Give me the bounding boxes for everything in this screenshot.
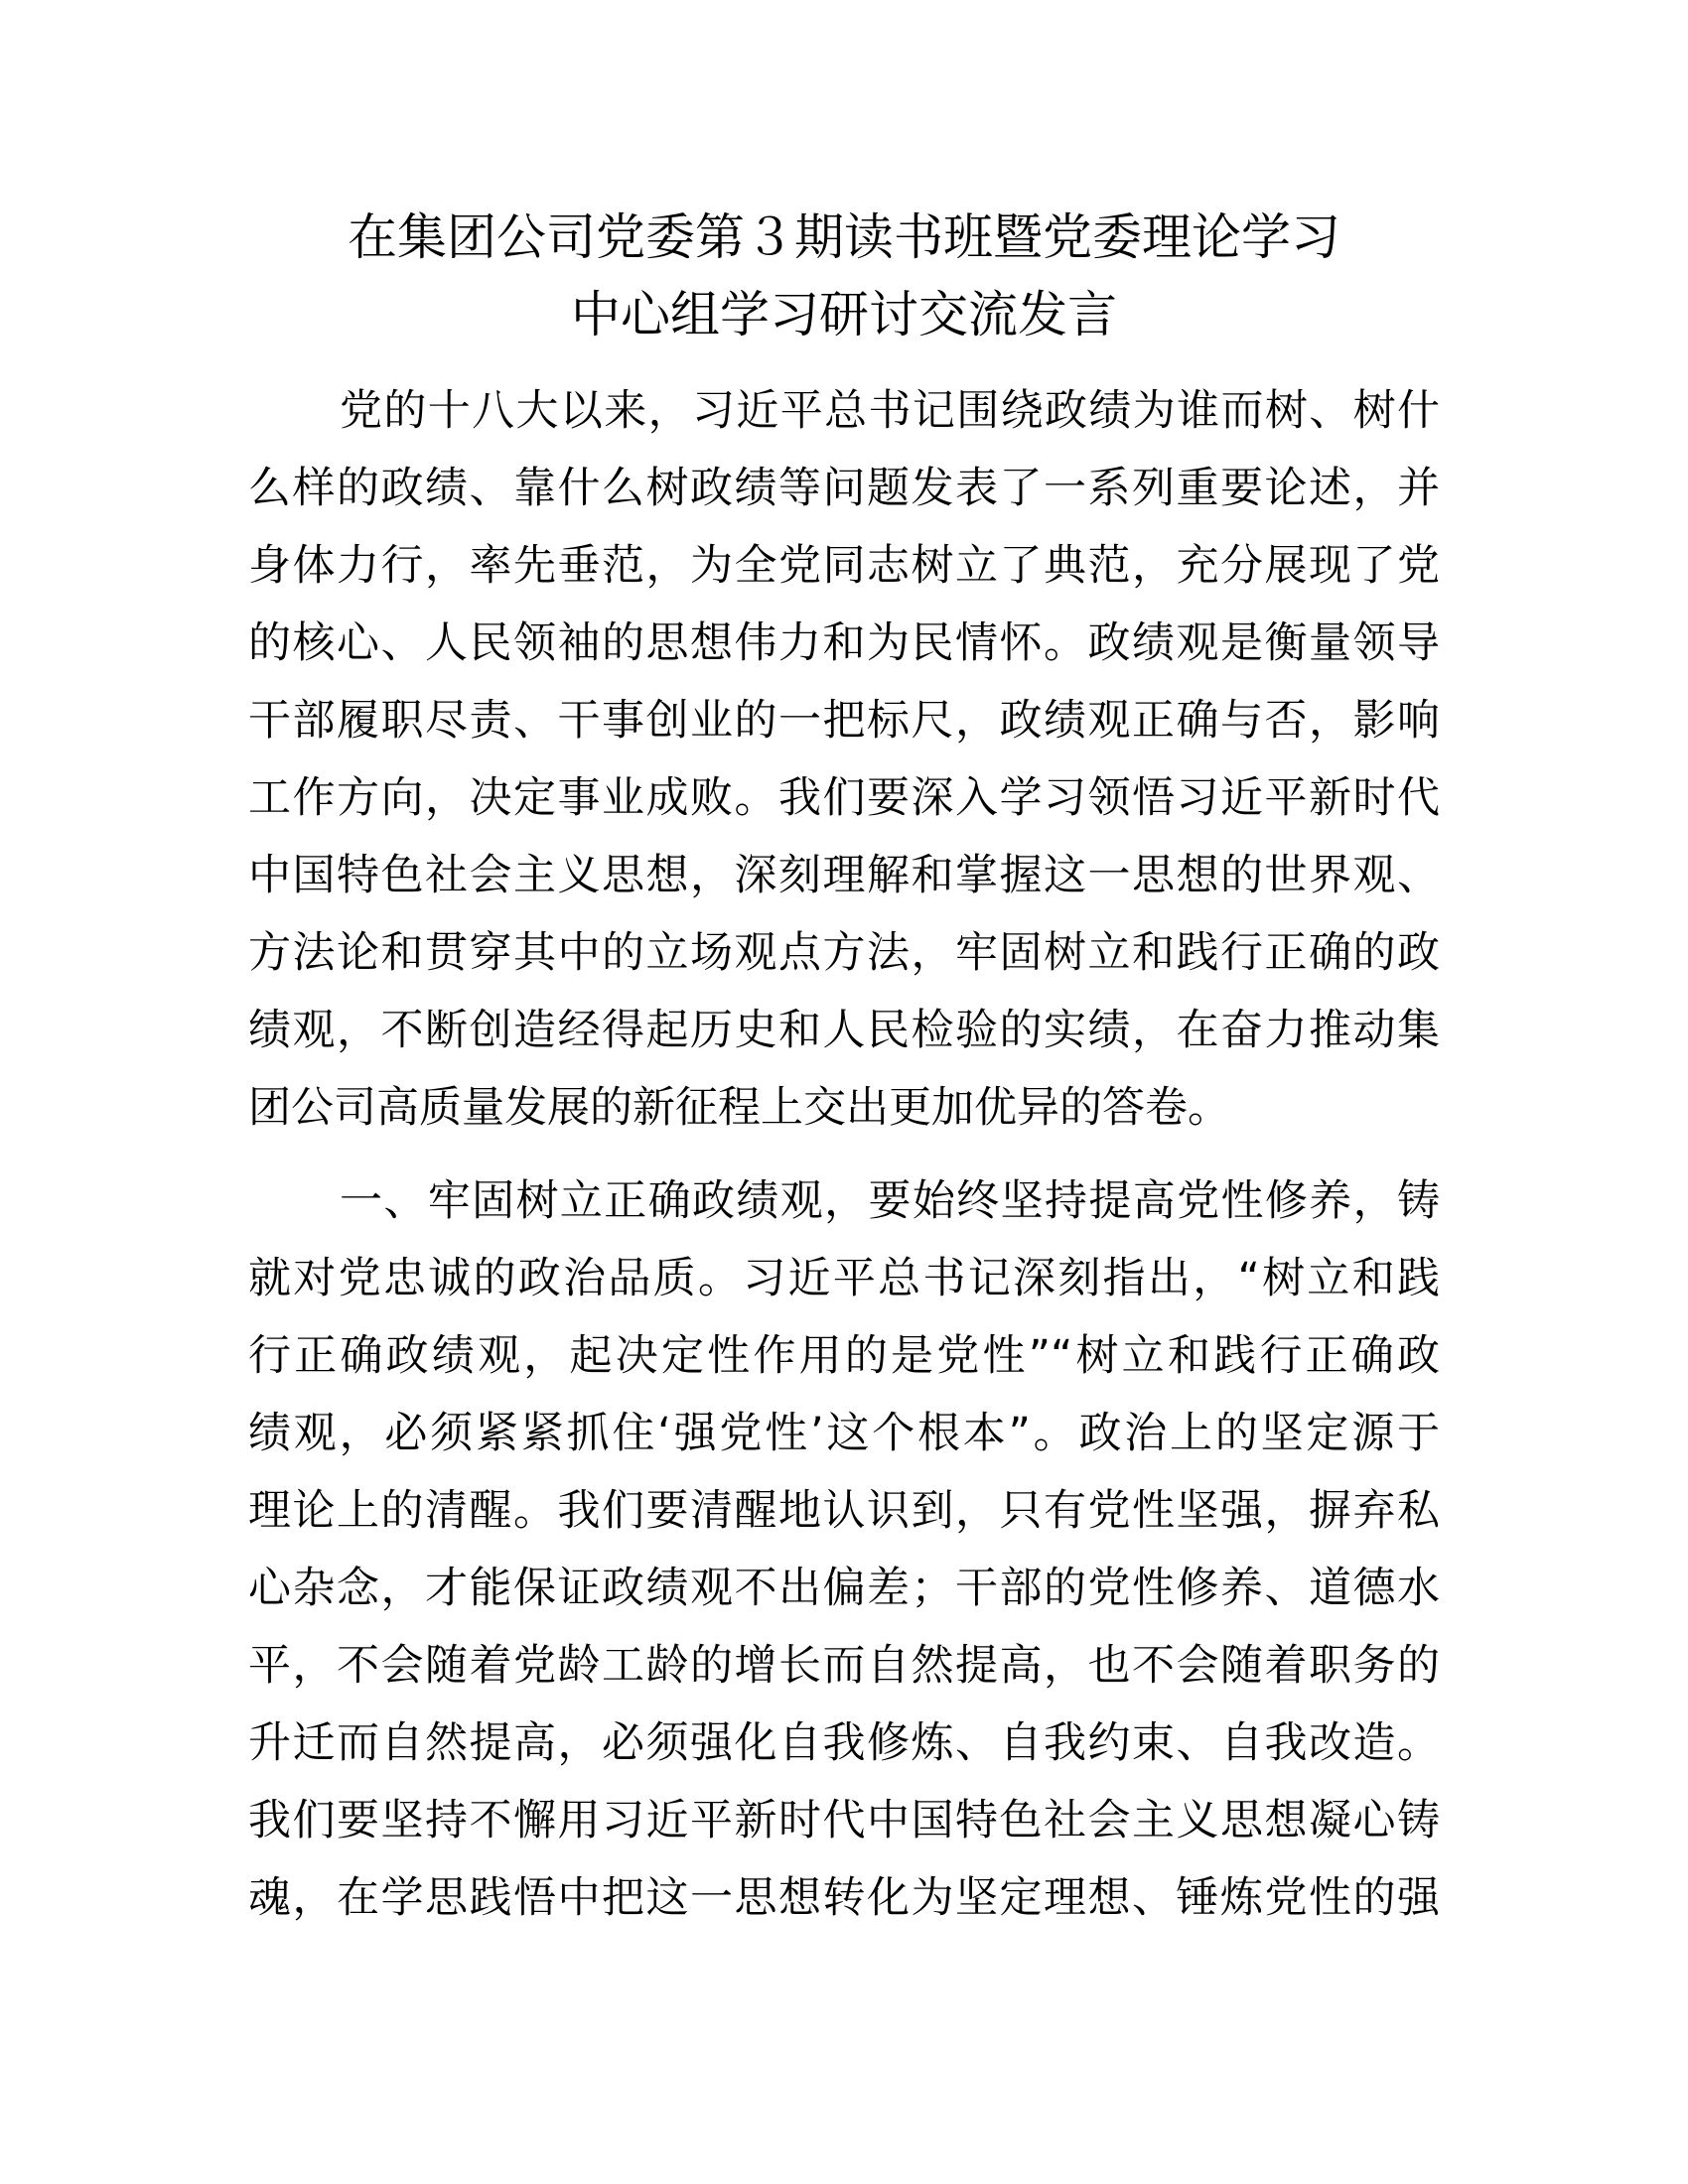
document-body: [248, 372, 1440, 1937]
text-line: 升迁而自然提高，必须强化自我修炼、自我约束、自我改造。: [248, 1718, 1440, 1768]
text-line: 魂，在学思践悟中把这一思想转化为坚定理想、锤炼党性的强: [248, 1873, 1440, 1923]
text-line: 么样的政绩、靠什么树政绩等问题发表了一系列重要论述，并: [248, 464, 1440, 513]
text-line: 心杂念，才能保证政绩观不出偏差；干部的党性修养、道德水: [248, 1564, 1440, 1613]
text-line: 就对党忠诚的政治品质。习近平总书记深刻指出，“树立和践: [248, 1254, 1440, 1303]
text-line: 党的十八大以来，习近平总书记围绕政绩为谁而树、树什: [340, 386, 1440, 436]
paragraph-intro: [248, 372, 1440, 1147]
text-line: 绩观，不断创造经得起历史和人民检验的实绩，在奋力推动集: [248, 1006, 1440, 1055]
text-line: 身体力行，率先垂范，为全党同志树立了典范，充分展现了党: [248, 541, 1440, 591]
text-line: 绩观，必须紧紧抓住‘强党性’这个根本”。政治上的坚定源于: [248, 1409, 1440, 1458]
text-line: 团公司高质量发展的新征程上交出更加优异的答卷。: [248, 1083, 1230, 1133]
text-line: 干部履职尽责、干事创业的一把标尺，政绩观正确与否，影响: [248, 696, 1440, 746]
text-line: 平，不会随着党龄工龄的增长而自然提高，也不会随着职务的: [248, 1641, 1440, 1691]
text-line: 理论上的清醒。我们要清醒地认识到，只有党性坚强，摒弃私: [248, 1486, 1440, 1536]
text-line: 中国特色社会主义思想，深刻理解和掌握这一思想的世界观、: [248, 851, 1440, 900]
text-line: 行正确政绩观，起决定性作用的是党性”“树立和践行正确政: [248, 1331, 1440, 1381]
text-line: 工作方向，决定事业成败。我们要深入学习领悟习近平新时代: [248, 773, 1440, 823]
paragraph-section-one: [248, 1162, 1440, 1937]
text-line: 的核心、人民领袖的思想伟力和为民情怀。政绩观是衡量领导: [248, 618, 1440, 668]
text-line: 方法论和贯穿其中的立场观点方法，牢固树立和践行正确的政: [248, 928, 1440, 978]
title-line-1: 在集团公司党委第３期读书班暨党委理论学习: [348, 208, 1340, 266]
document-title: [248, 199, 1440, 353]
title-line-2: 中心组学习研讨交流发言: [571, 286, 1117, 343]
section-heading-line: 一、牢固树立正确政绩观，要始终坚持提高党性修养，铸: [340, 1176, 1440, 1226]
text-line: 我们要坚持不懈用习近平新时代中国特色社会主义思想凝心铸: [248, 1796, 1440, 1845]
